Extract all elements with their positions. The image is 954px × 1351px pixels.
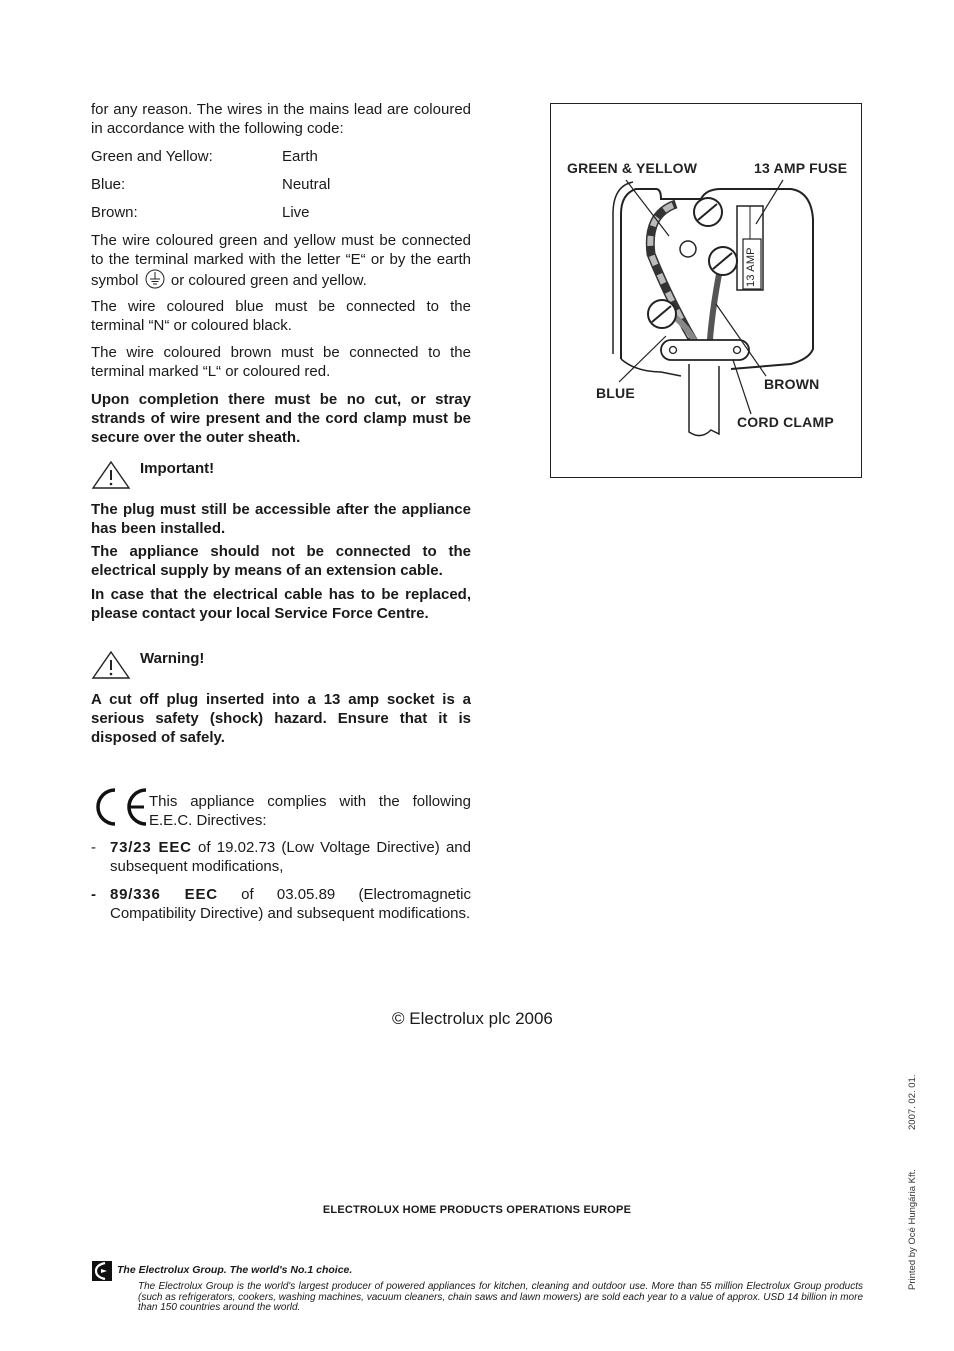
company-description: The Electrolux Group is the world's largest producer of powered appliances for kitchen, cleaning and outdoor use. More than 55 million Electrolux Group products (such as refrigerators, cookers, washing machines, vacuum cleaners, chain saws and lawn mowers) are sold each year to a value of approx. USD 14 billion in more than 150 countries around the world. — [138, 1281, 863, 1313]
directive-dash: - — [91, 839, 96, 856]
blue-paragraph: The wire coloured blue must be connected to the terminal “N“ or coloured black. — [91, 298, 471, 334]
electrolux-logo-icon — [92, 1261, 112, 1281]
wire-use: Neutral — [282, 176, 331, 193]
green-yellow-label: GREEN & YELLOW — [567, 160, 698, 176]
brown-paragraph: The wire coloured brown must be connected to the terminal marked “L“ or coloured red. — [91, 344, 471, 380]
warning-label: Warning! — [140, 650, 205, 667]
wire-colour: Brown: — [91, 204, 138, 221]
warning-triangle-icon — [91, 460, 131, 490]
cord-clamp-label: CORD CLAMP — [737, 414, 834, 430]
wire-colour: Blue: — [91, 176, 126, 193]
directive-text — [110, 885, 471, 923]
wire-code-row — [91, 148, 318, 165]
slogan: The Electrolux Group. The world's No.1 choice. — [117, 1264, 353, 1276]
print-date: 2007. 02. 01. — [907, 1074, 918, 1130]
directive-rest: of 19.02.73 (Low Voltage Directive) and subsequent modifications, — [110, 839, 471, 875]
wire-use: Live — [282, 204, 310, 221]
wire-code-row — [91, 176, 331, 193]
wire-code-row — [91, 204, 310, 221]
operations-heading: ELECTROLUX HOME PRODUCTS OPERATIONS EUROPE — [322, 1204, 632, 1216]
important-paragraph: In case that the electrical cable has to be replaced, please contact your local Service Force Centre. — [91, 586, 471, 622]
wire-use: Earth — [282, 148, 318, 165]
fuse-body-label: 13 AMP — [745, 247, 757, 287]
ce-mark-icon — [91, 784, 149, 830]
blue-label: BLUE — [596, 385, 635, 401]
completion-paragraph: Upon completion there must be no cut, or stray strands of wire present and the cord clamp must be secure over the outer sheath. — [91, 391, 471, 446]
directive-code: 89/336 EEC — [110, 886, 218, 903]
wire-colour: Green and Yellow: — [91, 148, 213, 165]
plug-wiring-figure — [550, 103, 862, 478]
intro-paragraph: for any reason. The wires in the mains lead are coloured in accordance with the following code: — [91, 101, 471, 137]
brown-label: BROWN — [764, 376, 820, 392]
directive-code: 73/23 EEC — [110, 839, 192, 856]
important-paragraph: The plug must still be accessible after the appliance has been installed. — [91, 501, 471, 537]
important-label: Important! — [140, 460, 215, 477]
warning-paragraph: A cut off plug inserted into a 13 amp socket is a serious safety (shock) hazard. Ensure that it is disposed of safely. — [91, 691, 471, 746]
directive-text — [110, 838, 471, 876]
earth-symbol-icon — [145, 269, 165, 294]
copyright: © Electrolux plc 2006 — [392, 1009, 553, 1028]
fuse-label: 13 AMP FUSE — [754, 160, 848, 176]
warning-triangle-icon — [91, 650, 131, 680]
directive-rest: of 03.05.89 (Electromagnetic Compatibility Directive) and subsequent modifications. — [110, 886, 471, 922]
earth-paragraph-text: The wire coloured green and yellow must be connected to the terminal marked with the letter “E“ or by the earth symbol — [91, 232, 471, 289]
earth-paragraph — [91, 231, 471, 294]
directive-item — [91, 885, 471, 923]
ce-compliance-text: This appliance complies with the following E.E.C. Directives: — [149, 793, 471, 829]
important-paragraph: The appliance should not be connected to the electrical supply by means of an extension cable. — [91, 543, 471, 579]
directive-item — [91, 838, 471, 876]
printer-credit: Printed by Océ Hungária Kft. — [907, 1169, 918, 1290]
earth-paragraph-text-end: or coloured green and yellow. — [170, 272, 367, 289]
directive-dash: - — [91, 886, 96, 903]
